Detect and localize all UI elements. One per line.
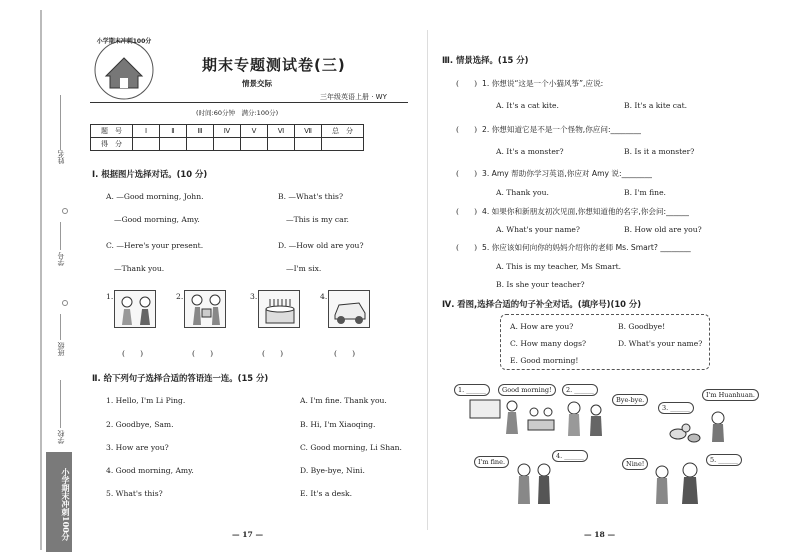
s3-option-b[interactable]: B. How old are you? (624, 225, 702, 234)
school-line (60, 380, 61, 428)
s3-option-a[interactable]: A. It's a cat kite. (496, 101, 559, 110)
page-fold (427, 30, 428, 530)
page-subtitle: 情景交际 (242, 79, 272, 88)
dogs-illustration (664, 410, 732, 444)
score-row-label: 得 分 (91, 138, 133, 151)
s3-option-b[interactable]: B. Is it a monster? (624, 147, 695, 156)
answer-blank[interactable]: ( ) (262, 349, 284, 358)
score-table (90, 124, 364, 151)
class-line (60, 314, 61, 340)
answer-blank[interactable]: ( ) (334, 349, 356, 358)
birthday-cake-icon (259, 291, 301, 329)
s3-option-a[interactable]: A. This is my teacher, Ms Smart. (496, 262, 622, 271)
picture-car (328, 290, 370, 328)
counting-illustration (646, 460, 706, 506)
answer-paren[interactable]: ( ) (456, 169, 478, 178)
name-line (60, 95, 61, 150)
s3-option-b[interactable]: B. It's a kite cat. (624, 101, 688, 110)
score-cell[interactable] (187, 138, 214, 151)
score-header-cell: 总 分 (322, 125, 364, 138)
picture-greeting (114, 290, 156, 328)
s3-option-a[interactable]: A. What's your name? (496, 225, 580, 234)
score-header-cell: Ⅶ (295, 125, 322, 138)
page-number-right: — 18 — (584, 530, 616, 539)
s1-option-d-line2: —I'm six. (286, 264, 322, 273)
score-cell[interactable] (214, 138, 241, 151)
answer-paren[interactable]: ( ) (456, 79, 478, 88)
binding-label-name: 姓名 (57, 150, 65, 164)
s1-option-a-line2: —Good morning, Amy. (114, 215, 200, 224)
section3-heading: Ⅲ. 情景选择。(15 分) (442, 55, 529, 65)
s4-option[interactable]: D. What's your name? (618, 339, 703, 348)
score-header-cell: 题 号 (91, 125, 133, 138)
number-line (60, 222, 61, 250)
match-right-item[interactable]: B. Hi, I'm Xiaoqing. (300, 420, 376, 429)
s1-option-b-line2: —This is my car. (286, 215, 349, 224)
s3-option-b[interactable]: B. Is she your teacher? (496, 280, 585, 289)
s1-option-c-line2: —Thank you. (114, 264, 165, 273)
section2-heading: Ⅱ. 给下列句子选择合适的答语连一连。(15 分) (92, 373, 269, 383)
score-header-cell: Ⅳ (214, 125, 241, 138)
score-header-cell: Ⅲ (187, 125, 214, 138)
gift-icon (185, 291, 227, 329)
s3-option-a[interactable]: A. It's a monster? (496, 147, 564, 156)
time-info: (时间:60分钟 满分:100分) (196, 109, 279, 117)
pic-number: 1. (106, 292, 114, 301)
speech-bubble: Good morning! (498, 384, 556, 396)
match-right-item[interactable]: D. Bye-bye, Nini. (300, 466, 365, 475)
child-and-adult-icon (646, 460, 706, 506)
logo (92, 38, 156, 102)
s4-option[interactable]: A. How are you? (510, 322, 574, 331)
speech-bubble-blank[interactable]: 4. ______ (552, 450, 588, 462)
farewell-illustration (560, 396, 608, 440)
toy-car-icon (329, 291, 371, 329)
score-header-cell: Ⅴ (241, 125, 268, 138)
page-number-left: — 17 — (232, 530, 264, 539)
classroom-illustration (468, 396, 558, 438)
s1-option-b-line1: B. —What's this? (278, 192, 344, 201)
s3-question: 3. Amy 帮助你学习英语,你应对 Amy 说:________ (482, 169, 652, 178)
binding-label-school: 学校 (57, 430, 65, 444)
s4-option[interactable]: E. Good morning! (510, 356, 579, 365)
speech-bubble-blank[interactable]: 1. ______ (454, 384, 490, 396)
binding-hole (62, 208, 68, 214)
picture-cake (258, 290, 300, 328)
match-left-item[interactable]: 5. What's this? (106, 489, 163, 498)
score-table-row (91, 138, 364, 151)
pic-number: 4. (320, 292, 328, 301)
binding-strip (0, 0, 86, 560)
score-cell[interactable] (322, 138, 364, 151)
s3-question: 2. 你想知道它是不是一个怪物,你应问:________ (482, 125, 641, 134)
page-title: 期末专题测试卷(三) (202, 56, 346, 74)
match-right-item[interactable]: A. I'm fine. Thank you. (300, 396, 387, 405)
grade-label: 三年级英语上册 · WY (320, 93, 387, 101)
waving-children-icon (560, 396, 608, 440)
s3-question: 5. 你应该如何向你的妈妈介绍你的老师 Ms. Smart? ________ (482, 243, 691, 252)
s4-option[interactable]: C. How many dogs? (510, 339, 587, 348)
pic-number: 2. (176, 292, 184, 301)
score-cell[interactable] (133, 138, 160, 151)
pic-number: 3. (250, 292, 258, 301)
teacher-students-icon (468, 396, 558, 438)
match-left-item[interactable]: 2. Goodbye, Sam. (106, 420, 174, 429)
score-cell[interactable] (241, 138, 268, 151)
s3-option-b[interactable]: B. I'm fine. (624, 188, 666, 197)
speech-bubble: I'm fine. (474, 456, 509, 468)
s3-option-a[interactable]: A. Thank you. (496, 188, 549, 197)
binding-divider (40, 10, 42, 550)
dogs-and-child-icon (664, 410, 732, 444)
two-friends-icon (512, 460, 556, 506)
title-rule (90, 102, 408, 103)
answer-paren[interactable]: ( ) (456, 243, 478, 252)
score-header-cell: Ⅱ (160, 125, 187, 138)
speech-bubble: Bye-bye. (612, 394, 648, 406)
section4-heading: Ⅳ. 看图,选择合适的句子补全对话。(填序号)(10 分) (442, 299, 642, 309)
score-header-cell: Ⅵ (268, 125, 295, 138)
binding-label-number: 学号 (57, 252, 65, 266)
s1-option-a-line1: A. —Good morning, John. (106, 192, 204, 201)
match-left-item[interactable]: 3. How are you? (106, 443, 169, 452)
score-cell[interactable] (268, 138, 295, 151)
two-children-icon (115, 291, 157, 329)
speech-bubble-blank[interactable]: 5. ______ (706, 454, 742, 466)
answer-paren[interactable]: ( ) (456, 125, 478, 134)
speech-bubble: Nine! (622, 458, 648, 470)
answer-blank[interactable]: ( ) (122, 349, 144, 358)
s1-option-d-line1: D. —How old are you? (278, 241, 364, 250)
s3-question: 4. 如果你和新朋友初次见面,你想知道他的名字,你会问:______ (482, 207, 689, 216)
s1-option-c-line1: C. —Here's your present. (106, 241, 204, 250)
score-cell[interactable] (295, 138, 322, 151)
friends-illustration (512, 460, 556, 506)
answer-paren[interactable]: ( ) (456, 207, 478, 216)
score-table-header-row (91, 125, 364, 138)
score-header-cell: Ⅰ (133, 125, 160, 138)
score-cell[interactable] (160, 138, 187, 151)
speech-bubble-blank[interactable]: 2. ______ (562, 384, 598, 396)
picture-present (184, 290, 226, 328)
match-left-item[interactable]: 1. Hello, I'm Li Ping. (106, 396, 186, 405)
match-right-item[interactable]: C. Good morning, Li Shan. (300, 443, 402, 452)
speech-bubble-blank[interactable]: 3. ______ (658, 402, 694, 414)
brand-badge: 小学期末冲刺100分 (46, 452, 72, 552)
section1-heading: Ⅰ. 根据图片选择对话。(10 分) (92, 169, 208, 179)
house-logo-icon (92, 38, 156, 102)
logo-text: 小学期末冲刺100分 (96, 38, 152, 45)
binding-label-class: 班级 (57, 342, 65, 356)
s3-question: 1. 你想说“这是一个小猫风筝”,应说: (482, 79, 604, 88)
answer-blank[interactable]: ( ) (192, 349, 214, 358)
s4-option[interactable]: B. Goodbye! (618, 322, 666, 331)
speech-bubble: I'm Huanhuan. (702, 389, 759, 401)
binding-hole (62, 300, 68, 306)
match-right-item[interactable]: E. It's a desk. (300, 489, 353, 498)
match-left-item[interactable]: 4. Good morning, Amy. (106, 466, 194, 475)
